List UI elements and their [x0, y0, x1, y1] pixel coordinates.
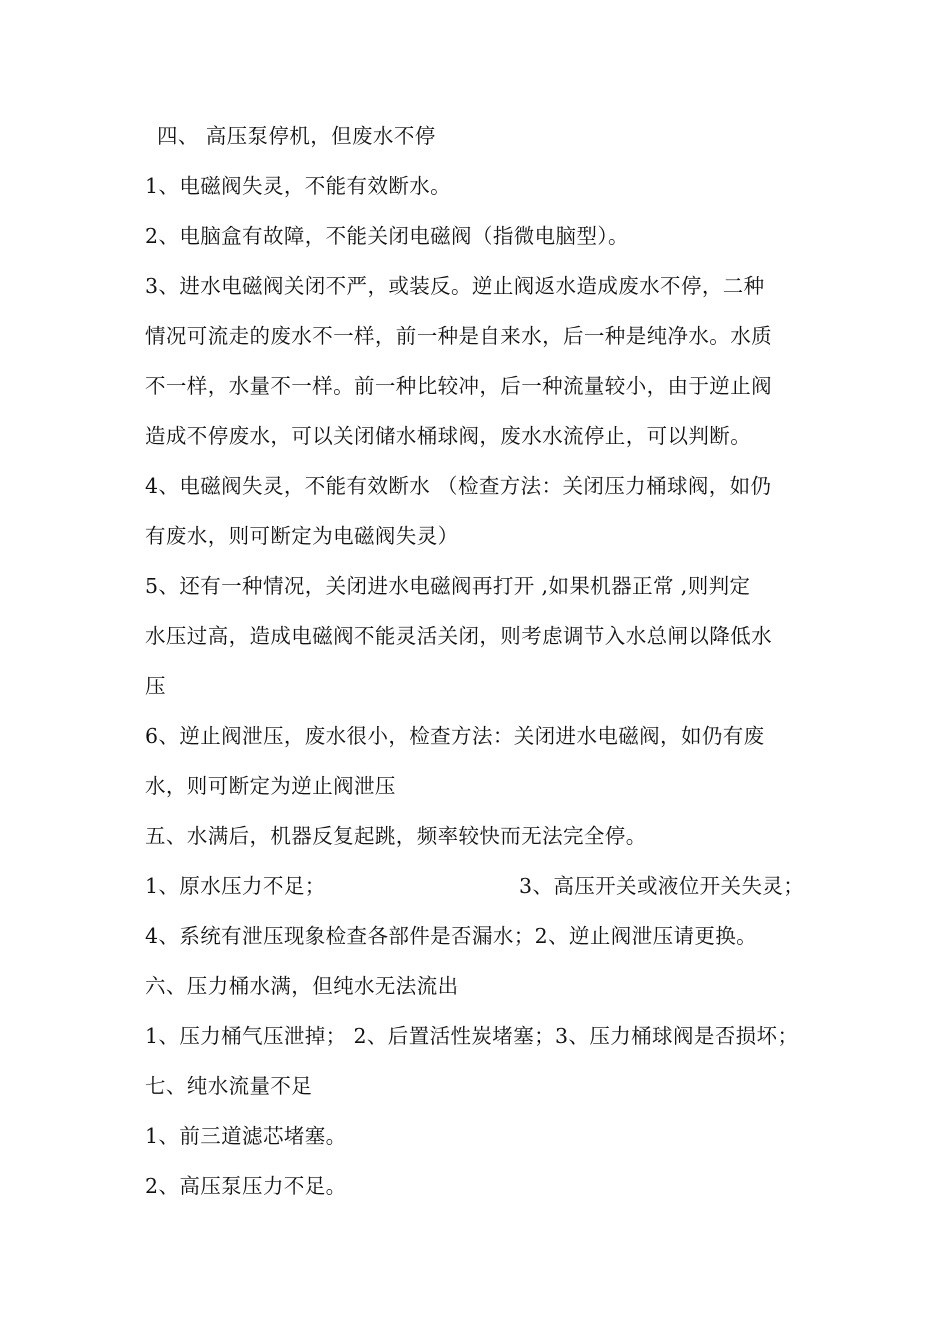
paragraph-line: 2、高压泵压力不足。 — [145, 1174, 347, 1198]
paragraph-line: 1、压力桶气压泄掉； 2、后置活性炭堵塞；3、压力桶球阀是否损坏； — [145, 1024, 799, 1048]
paragraph-line: 1、电磁阀失灵，不能有效断水。 — [145, 174, 452, 198]
paragraph-line: 4、电磁阀失灵，不能有效断水 （检查方法：关闭压力桶球阀，如仍 — [145, 474, 772, 498]
paragraph-line: 水压过高，造成电磁阀不能灵活关闭，则考虑调节入水总闸以降低水 — [145, 624, 772, 648]
paragraph-line: 水，则可断定为逆止阀泄压 — [145, 774, 396, 798]
paragraph-line: 压 — [145, 674, 166, 698]
section-heading-5: 五、水满后，机器反复起跳，频率较快而无法完全停。 — [145, 824, 647, 848]
paragraph-line: 5、还有一种情况，关闭进水电磁阀再打开 ,如果机器正常 ,则判定 — [145, 574, 751, 598]
paragraph-line: 情况可流走的废水不一样，前一种是自来水，后一种是纯净水。水质 — [145, 324, 772, 348]
section-heading-4: 四、 高压泵停机，但废水不停 — [157, 124, 436, 148]
paragraph-line: 造成不停废水，可以关闭储水桶球阀，废水水流停止，可以判断。 — [145, 424, 752, 448]
paragraph-line: 4、系统有泄压现象检查各部件是否漏水；2、逆止阀泄压请更换。 — [145, 924, 758, 948]
section-heading-7: 七、纯水流量不足 — [145, 1074, 313, 1098]
left-column-text: 1、原水压力不足； — [145, 874, 326, 898]
right-column-text: 3、高压开关或液位开关失灵； — [519, 874, 805, 898]
paragraph-line: 有废水，则可断定为电磁阀失灵） — [145, 524, 459, 548]
paragraph-line: 3、进水电磁阀关闭不严，或装反。逆止阀返水造成废水不停，二种 — [145, 274, 765, 298]
section-heading-6: 六、压力桶水满，但纯水无法流出 — [145, 974, 459, 998]
paragraph-line-two-columns — [145, 870, 815, 902]
paragraph-line: 1、前三道滤芯堵塞。 — [145, 1124, 347, 1148]
paragraph-line: 2、电脑盒有故障，不能关闭电磁阀（指微电脑型）。 — [145, 224, 629, 248]
paragraph-line: 不一样，水量不一样。前一种比较冲，后一种流量较小，由于逆止阀 — [145, 374, 772, 398]
paragraph-line: 6、逆止阀泄压，废水很小，检查方法：关闭进水电磁阀，如仍有废 — [145, 724, 765, 748]
